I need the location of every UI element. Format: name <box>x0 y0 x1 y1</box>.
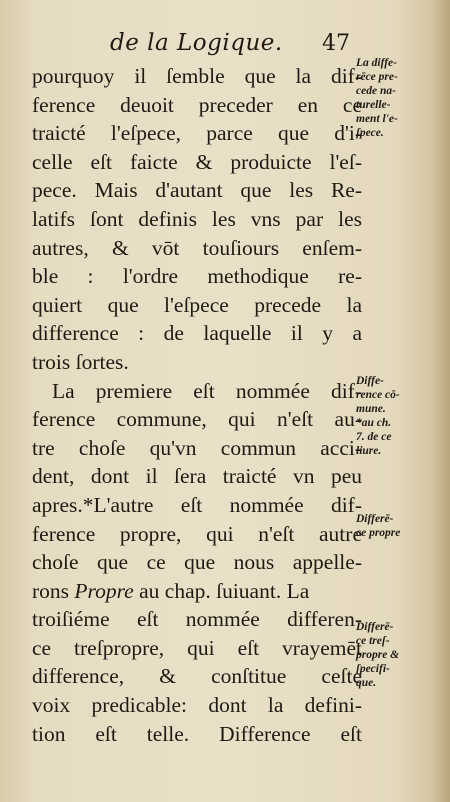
text-line: ble : l'ordre methodique re- <box>32 264 362 289</box>
text-line: dent, dont il ſera traicté vn peu <box>32 464 362 489</box>
margin-note-line: propre & <box>356 649 400 661</box>
text-line: quiert que l'eſpece precede la <box>32 292 362 317</box>
text-line: voix predicable: dont la defini- <box>32 693 362 718</box>
text-line: choſe que ce que nous appelle- <box>32 550 362 575</box>
margin-note-line: Differē- <box>356 621 394 633</box>
text-line: pourquoy il ſemble que la dif- <box>32 64 362 88</box>
running-head: de la Logique. <box>110 30 283 56</box>
margin-note-line: turelle- <box>356 99 391 111</box>
text-line <box>32 577 362 606</box>
margin-note-line: ment l'e- <box>356 113 398 125</box>
margin-note-line: *au ch. <box>356 417 392 429</box>
text-line: ference commune, qui n'eſt au- <box>32 407 362 432</box>
margin-note-line: liure. <box>356 445 382 457</box>
text-line: latifs ſont definis les vns par les <box>32 206 362 231</box>
margin-note-line: ce propre <box>356 527 401 539</box>
text-line: ference propre, qui n'eſt autre <box>32 521 362 546</box>
margin-note-line: que. <box>356 677 377 689</box>
text-line: troiſiéme eſt nommée differen- <box>32 607 362 632</box>
text-line: apres.*L'autre eſt nommée dif- <box>32 492 362 517</box>
text-line: pece. Mais d'autant que les Re- <box>32 178 362 203</box>
margin-note-line: mune. <box>356 403 386 415</box>
margin-note-line: La diffe- <box>356 57 397 69</box>
page-number: 47 <box>322 31 350 56</box>
text-line: La premiere eſt nommée dif- <box>52 378 362 403</box>
text-line: tre choſe qu'vn commun acci- <box>32 435 362 460</box>
margin-note-line: ce treſ- <box>356 635 390 647</box>
margin-note-line: rēce pre- <box>356 71 398 83</box>
text-run: au chap. ſuiuant. La <box>139 578 310 603</box>
margin-note-line: 7. de ce <box>356 431 392 443</box>
text-run: rons <box>32 578 70 603</box>
text-line: autres, & vōt touſiours enſem- <box>32 235 362 260</box>
text-line: ce treſpropre, qui eſt vrayemēt <box>32 635 362 660</box>
margin-note-line: ſpece. <box>356 127 384 139</box>
margin-note-line: ſpecifi- <box>356 663 390 675</box>
text-line: celle eſt faicte & produicte l'eſ- <box>32 149 362 174</box>
margin-note-line: cede na- <box>356 85 396 97</box>
text-line: difference, & conſtitue ceſte <box>32 664 362 689</box>
text-line: ference deuoit preceder en ce <box>32 92 362 117</box>
text-line: trois ſortes. <box>32 349 129 374</box>
margin-note-line: Diffe- <box>356 375 384 387</box>
text-line: tion eſt telle. Difference eſt <box>32 721 362 746</box>
text-line: traicté l'eſpece, parce que d'i- <box>32 121 362 146</box>
margin-note-line: Differē- <box>356 513 394 525</box>
page-edge-shadow <box>432 0 450 802</box>
margin-note-line: rence cō- <box>356 389 400 401</box>
main-text <box>32 62 362 748</box>
text-line: difference : de laquelle il y a <box>32 321 362 346</box>
italic-term: Propre <box>74 578 134 603</box>
